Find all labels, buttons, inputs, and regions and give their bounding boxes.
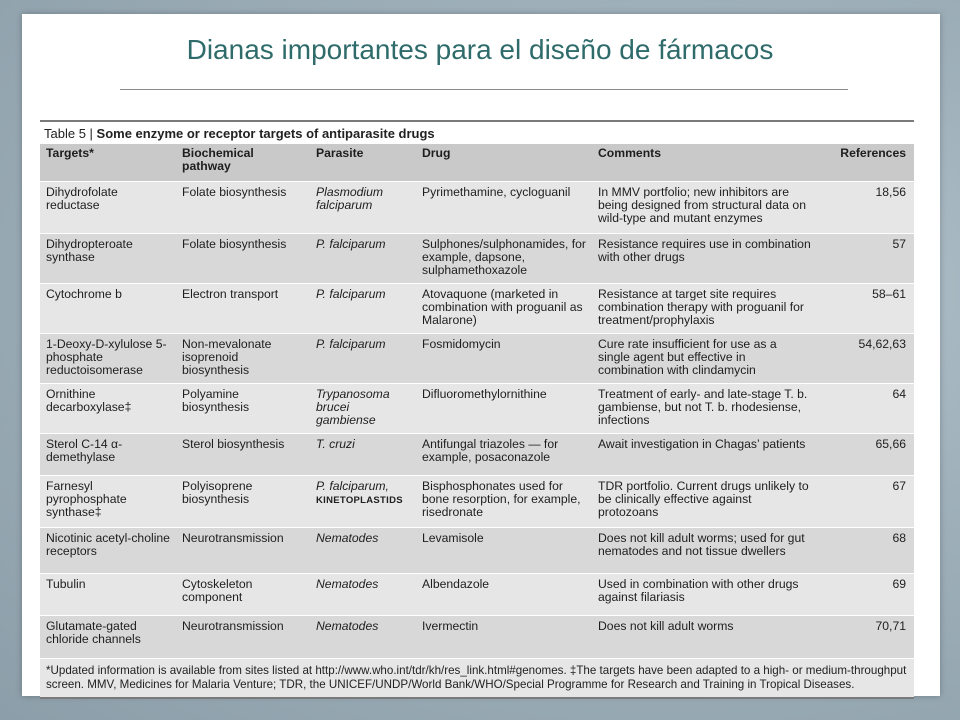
cell-references: [816, 434, 914, 476]
cell-drug: [416, 528, 592, 574]
cell-references-text: 69: [892, 577, 906, 591]
header-comments: Comments: [592, 144, 816, 182]
cell-pathway-text: Neurotransmission: [182, 531, 284, 545]
cell-comments-text: Does not kill adult worms; used for gut nematodes and not tissue dwellers: [598, 531, 805, 559]
cell-target: [40, 334, 176, 384]
cell-references: [816, 284, 914, 334]
cell-parasite-text: P. falciparum: [316, 287, 386, 301]
cell-references: [816, 616, 914, 658]
cell-parasite: [310, 384, 416, 434]
cell-target: [40, 384, 176, 434]
cell-parasite-text: T. cruzi: [316, 437, 355, 451]
cell-target: [40, 616, 176, 658]
cell-comments: [592, 234, 816, 284]
table-header-row: [40, 144, 914, 182]
cell-pathway: [176, 182, 310, 234]
cell-comments: [592, 334, 816, 384]
cell-drug-text: Sulphones/sulphonamides, for example, dapsone, sulphamethoxazole: [422, 237, 586, 278]
cell-references: [816, 574, 914, 616]
cell-pathway-text: Folate biosynthesis: [182, 185, 287, 199]
cell-drug-text: Pyrimethamine, cycloguanil: [422, 185, 571, 199]
cell-pathway-text: Non-mevalonate isoprenoid biosynthesis: [182, 337, 272, 378]
cell-pathway-text: Polyamine biosynthesis: [182, 387, 250, 415]
cell-parasite-text: P. falciparum: [316, 237, 386, 251]
cell-comments: [592, 384, 816, 434]
table-number: Table 5 |: [44, 126, 93, 141]
cell-pathway-text: Cytoskeleton component: [182, 577, 253, 605]
cell-pathway-text: Folate biosynthesis: [182, 237, 287, 251]
cell-pathway: [176, 616, 310, 658]
cell-pathway: [176, 334, 310, 384]
cell-references: [816, 528, 914, 574]
cell-comments: [592, 528, 816, 574]
cell-drug: [416, 234, 592, 284]
table-body: [40, 182, 914, 658]
cell-target-text: Cytochrome b: [46, 287, 122, 301]
cell-target-text: Sterol C-14 α-demethylase: [46, 437, 123, 465]
cell-references-text: 58–61: [872, 287, 906, 301]
cell-parasite: [310, 434, 416, 476]
cell-references-text: 57: [892, 237, 906, 251]
cell-target: [40, 434, 176, 476]
cell-references-text: 65,66: [875, 437, 906, 451]
cell-parasite-text: Nematodes: [316, 619, 379, 633]
cell-drug: [416, 334, 592, 384]
cell-references-text: 68: [892, 531, 906, 545]
table-row: [40, 476, 914, 528]
cell-parasite-text: Nematodes: [316, 531, 379, 545]
cell-drug-text: Ivermectin: [422, 619, 479, 633]
cell-target-text: 1-Deoxy-D-xylulose 5-phosphate reductoisomerase: [46, 337, 167, 378]
cell-target-text: Ornithine decarboxylase‡: [46, 387, 132, 415]
cell-parasite: [310, 616, 416, 658]
header-references: References: [816, 144, 914, 182]
table-row: [40, 182, 914, 234]
cell-target-text: Dihydropteroate synthase: [46, 237, 133, 265]
header-parasite: Parasite: [310, 144, 416, 182]
cell-parasite: [310, 182, 416, 234]
cell-references: [816, 476, 914, 528]
table-footnote: *Updated information is available from sites listed at http://www.who.int/tdr/kh/res_link.html#genomes. ‡The targets have been adapted to a high- or medium-throughput screen. MMV, Medicines for Malaria Venture; TDR, the UNICEF/UNDP/World Bank/WHO/Special Programme for Research and Training in Tropical Diseases.: [40, 659, 914, 699]
cell-parasite: [310, 234, 416, 284]
cell-drug-text: Albendazole: [422, 577, 490, 591]
cell-parasite-text: Plasmodium falciparum: [316, 185, 384, 213]
cell-parasite-text: Trypanosoma brucei gambiense: [316, 387, 390, 428]
cell-references-text: 67: [892, 479, 906, 493]
cell-parasite-text: Nematodes: [316, 577, 379, 591]
cell-pathway: [176, 384, 310, 434]
cell-comments: [592, 476, 816, 528]
cell-pathway-text: Polyisoprene biosynthesis: [182, 479, 253, 507]
header-drug: Drug: [416, 144, 592, 182]
cell-comments-text: Treatment of early- and late-stage T. b. gambiense, but not T. b. rhodesiense, infections: [598, 387, 808, 428]
cell-target-text: Glutamate-gated chloride channels: [46, 619, 141, 647]
table-caption: [40, 120, 914, 144]
cell-pathway: [176, 574, 310, 616]
cell-parasite: [310, 528, 416, 574]
cell-pathway: [176, 434, 310, 476]
cell-references: [816, 384, 914, 434]
cell-target: [40, 528, 176, 574]
cell-target: [40, 574, 176, 616]
table-figure: [40, 120, 914, 699]
table-row: [40, 528, 914, 574]
cell-references: [816, 182, 914, 234]
cell-drug-text: Difluoromethylornithine: [422, 387, 547, 401]
cell-drug-text: Levamisole: [422, 531, 484, 545]
cell-drug: [416, 616, 592, 658]
cell-drug-text: Antifungal triazoles — for example, posaconazole: [422, 437, 559, 465]
table-row: [40, 616, 914, 658]
header-pathway: Biochemical pathway: [176, 144, 310, 182]
cell-drug-text: Bisphosphonates used for bone resorption, for example, risedronate: [422, 479, 581, 520]
cell-references-text: 70,71: [875, 619, 906, 633]
cell-parasite-text: P. falciparum,: [316, 479, 389, 493]
targets-table: [40, 144, 914, 658]
cell-drug-text: Fosmidomycin: [422, 337, 501, 351]
cell-target-text: Tubulin: [46, 577, 86, 591]
table-title: Some enzyme or receptor targets of antiparasite drugs: [96, 126, 435, 141]
title-divider: [120, 89, 848, 90]
cell-references-text: 54,62,63: [858, 337, 906, 351]
cell-parasite: [310, 476, 416, 528]
cell-target-text: Farnesyl pyrophosphate synthase‡: [46, 479, 127, 520]
table-row: [40, 384, 914, 434]
cell-drug: [416, 574, 592, 616]
cell-comments-text: In MMV portfolio; new inhibitors are being designed from structural data on wild-type and mutant enzymes: [598, 185, 806, 226]
cell-target-text: Dihydrofolate reductase: [46, 185, 118, 213]
cell-pathway: [176, 284, 310, 334]
cell-drug: [416, 284, 592, 334]
table-row: [40, 574, 914, 616]
cell-comments: [592, 182, 816, 234]
cell-parasite: [310, 334, 416, 384]
cell-pathway: [176, 234, 310, 284]
cell-pathway-text: Neurotransmission: [182, 619, 284, 633]
cell-parasite-text: P. falciparum: [316, 337, 386, 351]
cell-pathway-text: Sterol biosynthesis: [182, 437, 285, 451]
cell-comments-text: TDR portfolio. Current drugs unlikely to be clinically effective against protozoans: [598, 479, 809, 520]
cell-parasite-extra: KINETOPLASTIDS: [316, 495, 403, 507]
cell-references: [816, 234, 914, 284]
cell-target: [40, 284, 176, 334]
cell-comments-text: Await investigation in Chagas’ patients: [598, 437, 806, 451]
cell-comments-text: Resistance requires use in combination with other drugs: [598, 237, 811, 265]
cell-target: [40, 182, 176, 234]
cell-drug: [416, 476, 592, 528]
cell-parasite: [310, 284, 416, 334]
cell-comments-text: Used in combination with other drugs against filariasis: [598, 577, 799, 605]
cell-drug-text: Atovaquone (marketed in combination with proguanil as Malarone): [422, 287, 583, 328]
table-row: [40, 434, 914, 476]
table-row: [40, 284, 914, 334]
slide: [22, 14, 940, 696]
cell-comments: [592, 574, 816, 616]
cell-pathway: [176, 476, 310, 528]
cell-references-text: 64: [892, 387, 906, 401]
cell-target-text: Nicotinic acetyl-choline receptors: [46, 531, 170, 559]
cell-target: [40, 476, 176, 528]
cell-comments-text: Cure rate insufficient for use as a single agent but effective in combination with clindamycin: [598, 337, 777, 378]
cell-pathway: [176, 528, 310, 574]
cell-drug: [416, 434, 592, 476]
cell-comments-text: Resistance at target site requires combination therapy with proguanil for treatment/prophylaxis: [598, 287, 804, 328]
cell-comments: [592, 434, 816, 476]
table-row: [40, 334, 914, 384]
cell-target: [40, 234, 176, 284]
header-targets: Targets*: [40, 144, 176, 182]
cell-comments: [592, 284, 816, 334]
cell-comments: [592, 616, 816, 658]
cell-references: [816, 334, 914, 384]
cell-comments-text: Does not kill adult worms: [598, 619, 734, 633]
cell-pathway-text: Electron transport: [182, 287, 279, 301]
cell-parasite: [310, 574, 416, 616]
cell-drug: [416, 182, 592, 234]
slide-title: Dianas importantes para el diseño de fármacos: [186, 34, 774, 65]
cell-drug: [416, 384, 592, 434]
table-row: [40, 234, 914, 284]
cell-references-text: 18,56: [875, 185, 906, 199]
